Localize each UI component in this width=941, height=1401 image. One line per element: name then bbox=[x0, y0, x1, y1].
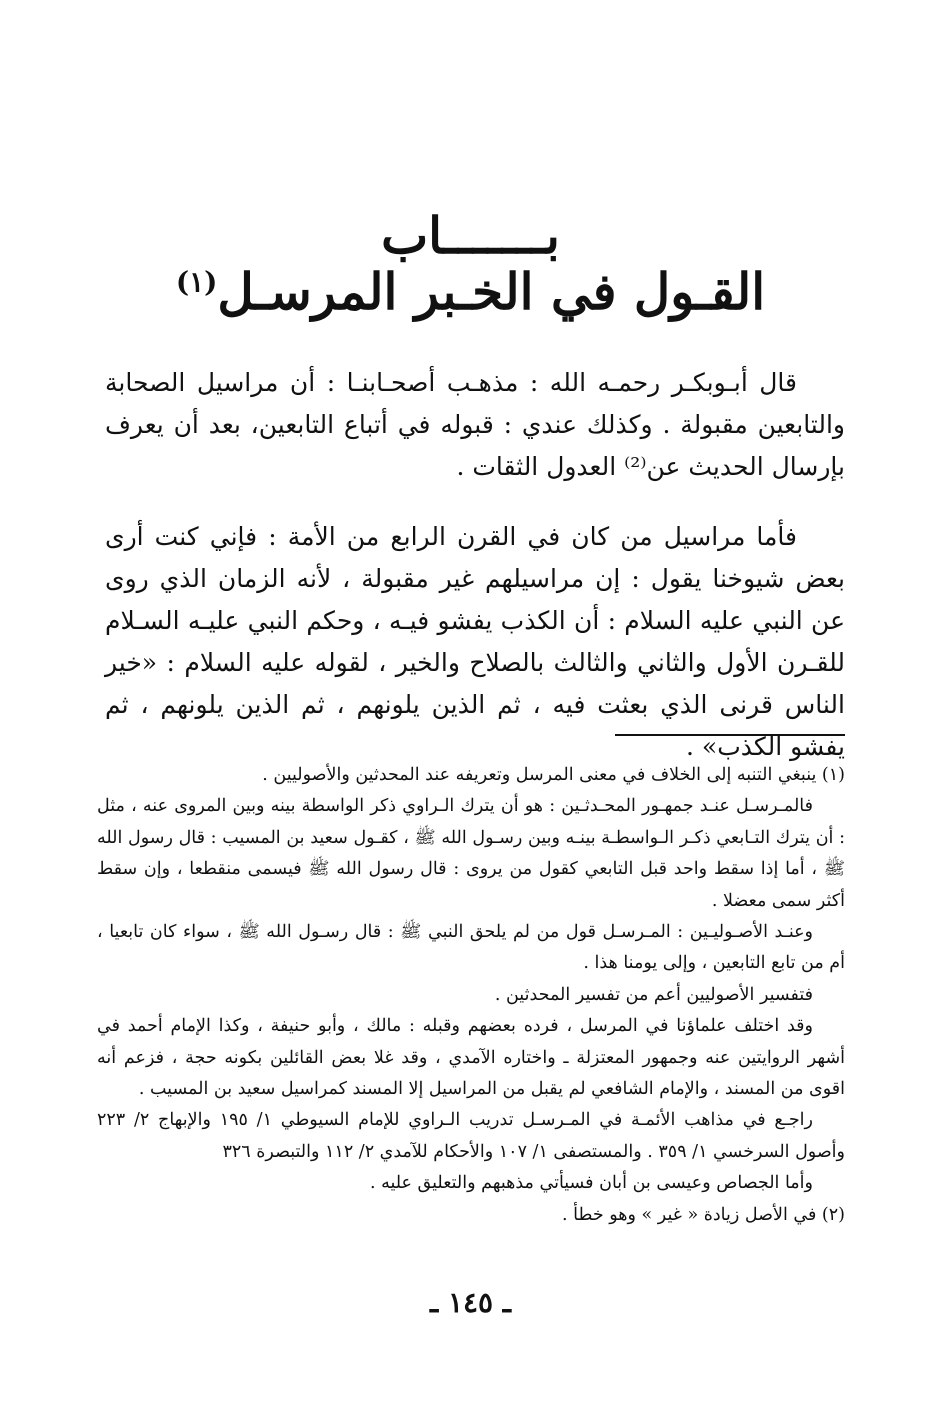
footnote-2: (٢) في الأصل زيادة « غير » وهو خطأ . bbox=[562, 1204, 845, 1225]
footnotes bbox=[97, 760, 845, 1231]
footnote-1-intro: (١) ينبغي التنبه إلى الخلاف في معنى المرسل وتعريفه عند المحدثين والأصوليين . bbox=[262, 765, 845, 785]
footnote-1-comparison: فتفسير الأصوليين أعم من تفسير المحدثين . bbox=[494, 984, 813, 1005]
main-paragraph-1: قال أبـوبكـر رحمـه الله : مذهـب أصحـابنـا : أن مراسيل الصحابة والتابعين مقبولة . وكذلك عندي : قبوله في أتباع التابعين، بعد أن يعرف بإرسال الحديث عن⁽²⁾ العدول الثقات . bbox=[105, 368, 845, 481]
chapter-title-text: القـول في الخـبر المرسـل bbox=[217, 262, 766, 321]
title-footnote-ref: (١) bbox=[175, 265, 218, 299]
chapter-title bbox=[0, 262, 941, 321]
footnote-1-muhaddithin: فالمـرسـل عنـد جمهـور المحـدثـين : هو أن يترك الـراوي ذكر الواسطة بينه وبين المروى عنه ، مثل : أن يترك التـابعي ذكـر الـواسطـة بينـه وبين رسـول الله ﷺ ، كقـول سعيد بن المسيب : قال رسول الله ﷺ ، أما إذا سقط واحد قبل التابعي كقول من يروى : قال رسول الله ﷺ فيسمى منقطعا ، وإن سقط أكثر سمى معضلا . bbox=[97, 796, 845, 911]
footnote-divider bbox=[615, 734, 845, 736]
footnote-1-disagreement: وقد اختلف علماؤنا في المرسل ، فرده بعضهم وقبله : مالك ، وأبو حنيفة ، وكذا الإمام أحمد في أشهر الروايتين عنه وجمهور المعتزلة ـ واختاره الآمدي ، وقد غلا بعض القائلين بكونه حجة ، فزعم أنه اقوى من المسند ، والإمام الشافعي لم يقبل من المراسيل إلا المسند كمراسيل سعيد بن المسيب . bbox=[97, 1016, 845, 1100]
page-number: ـ ١٤٥ ـ bbox=[429, 1286, 512, 1319]
footnote-1-usuliyyin: وعنـد الأصـوليـين : المـرسـل قول من لم يلحق النبي ﷺ : قال رسـول الله ﷺ ، سواء كان تابعيا ، أم من تابع التابعين ، وإلى يومنا هذا . bbox=[97, 922, 845, 974]
footnote-1-jassas: وأما الجصاص وعيسى بن أبان فسيأتي مذهبهم والتعليق عليه . bbox=[369, 1173, 813, 1194]
chapter-heading: بـــــــاب bbox=[381, 206, 560, 265]
main-paragraph-2: فأما مراسيل من كان في القرن الرابع من الأمة : فإني كنت أرى بعض شيوخنا يقول : إن مراسيلهم غير مقبولة ، لأنه الزمان الذي روى عن النبي عليه السلام : أن الكذب يفشو فيـه ، وحكم النبي عليـه السـلام للقـرن الأول والثاني والثالث بالصلاح والخير ، لقوله عليه السلام : «خير الناس قرنى الذي بعثت فيه ، ثم الذين يلونهم ، ثم الذين يلونهم ، ثم يفشو الكذب» . bbox=[105, 522, 845, 761]
footnote-1-references: راجـع في مذاهب الأئمـة في المـرسـل تدريب الـراوي للإمام السيوطي ١/ ١٩٥ والإبهاج ٢/ ٢٢٣ وأصول السرخسي ١/ ٣٥٩ . والمستصفى ١/ ١٠٧ والأحكام للآمدي ٢/ ١١٢ والتبصرة ٣٢٦ bbox=[97, 1110, 845, 1162]
